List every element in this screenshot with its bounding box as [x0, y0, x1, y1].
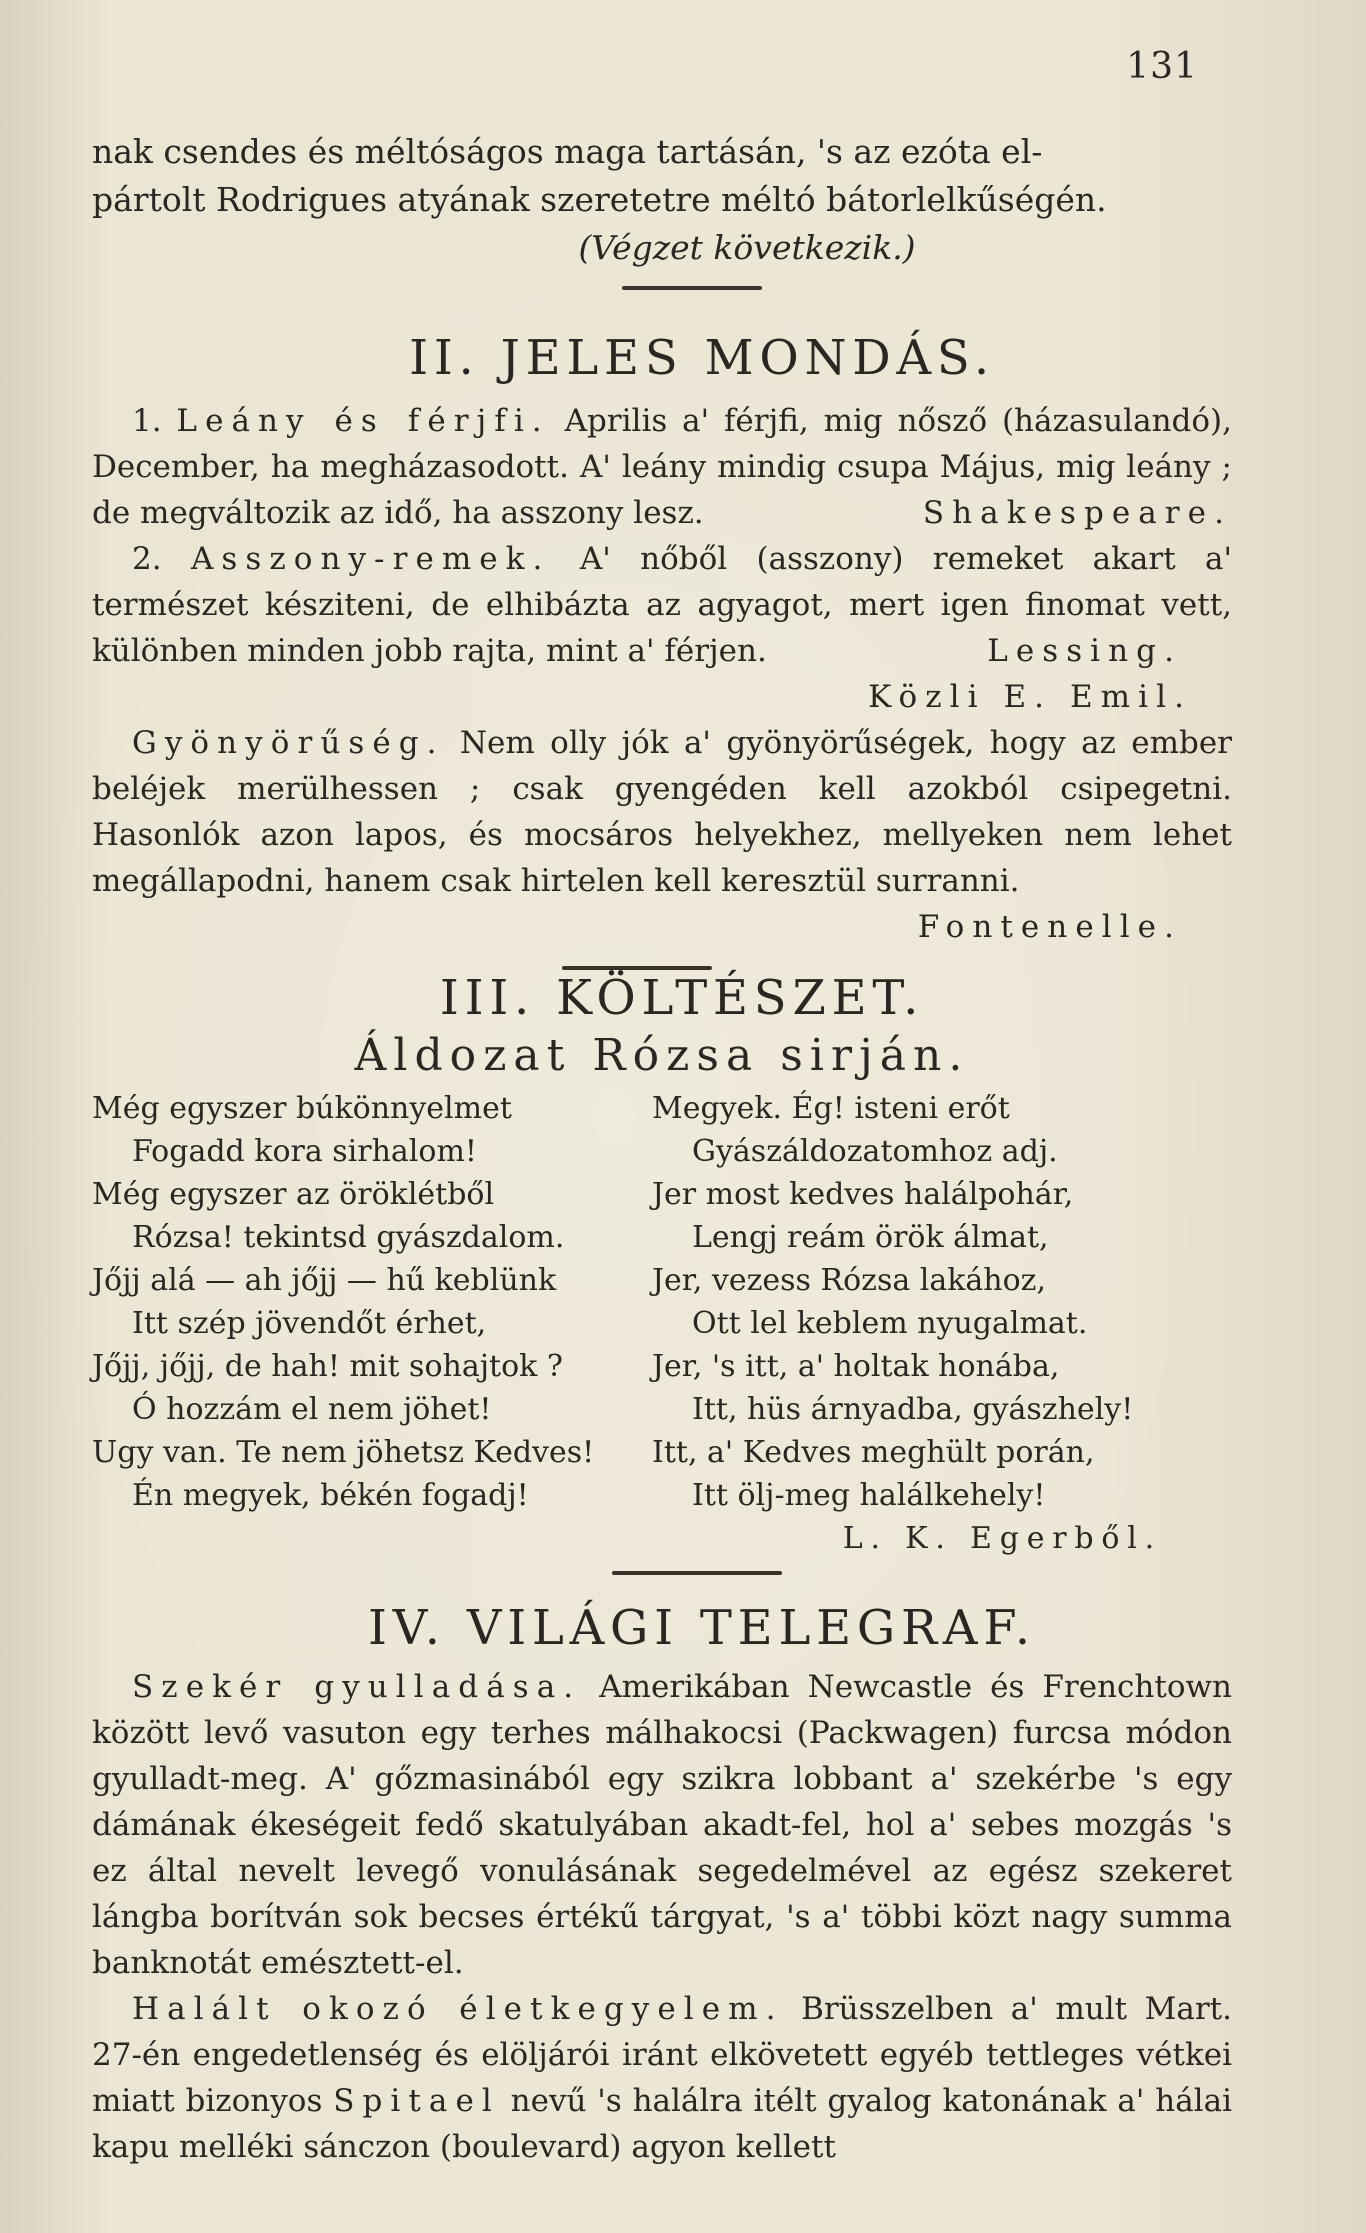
- poem-line: Jőjj, jőjj, de hah! mit sohajtok ?: [92, 1349, 563, 1384]
- poem-line: Ó hozzám el nem jöhet!: [132, 1392, 492, 1427]
- section-divider: [612, 1571, 782, 1575]
- saying-author: Shakespeare.: [922, 495, 1232, 531]
- saying-1: [92, 398, 1232, 536]
- saying-2: [92, 536, 1232, 674]
- poem-line: Ott lel keblem nyugalmat.: [692, 1306, 1088, 1341]
- continued-note: (Végzet következik.): [578, 228, 916, 267]
- news-name: Spitael: [333, 2083, 500, 2119]
- poem-line: Itt, hüs árnyadba, gyászhely!: [692, 1392, 1134, 1427]
- section-jeles-mondas: [92, 330, 1232, 970]
- poem-line: Fogadd kora sirhalom!: [132, 1134, 477, 1169]
- news-title: Szekér gyulladása.: [132, 1669, 582, 1705]
- news-title: Halált okozó életkegyelem.: [132, 1991, 784, 2027]
- saying-text: A' nőből (asszony) remeket akart a' természet késziteni, de elhibázta az agyagot, mert igen finomat vett, különben minden jobb rajta, mint a' férjen.: [92, 541, 1233, 669]
- saying-author: Fontenelle.: [917, 909, 1182, 945]
- news-text: nevű 's halálra itélt gyalog katonának a' hálai kapu melléki sánczon (boulevard) agyon kellett: [92, 2083, 1232, 2165]
- poem-line: Jer most kedves halálpohár,: [652, 1177, 1074, 1212]
- section-heading: II. JELES MONDÁS.: [409, 330, 995, 386]
- poem-line: Jőjj alá — ah jőjj — hű keblünk: [92, 1263, 557, 1298]
- poem-line: Itt, a' Kedves meghült porán,: [652, 1435, 1095, 1470]
- poem-line: Még egyszer búkönnyelmet: [92, 1091, 512, 1126]
- poem-author: L. K. Egerből.: [842, 1521, 1162, 1556]
- saying-text: Nem olly jók a' gyönyörűségek, hogy az ember beléjek merülhessen ; csak gyengéden kell azokból csipegetni. Hasonlók azon lapos, és mocsáros helyekhez, mellyeken nem lehet megállapodni, hanem csak hirtelen kell keresztül surranni.: [92, 725, 1232, 899]
- news-text: Amerikában Newcastle és Frenchtown között levő vasuton egy terhes málhakocsi (Packwagen) furcsa módon gyulladt-meg. A' gőzmasinából egy szikra lobbant a' szekérbe 's egy dámának ékeségeit fedő skatulyában akadt-fel, hol a' sebes mozgás 's ez által nevelt levegő vonulásának segedelmével az egész szekeret lángba borítván sok becses értékű tárgyat, 's a' többi közt nagy summa banknotát emésztett-el.: [92, 1669, 1232, 1981]
- saying-title: Asszony-remek.: [190, 541, 551, 577]
- poem-right-column: [652, 1087, 1212, 1517]
- poem-left-column: [92, 1087, 652, 1517]
- poem-line: Itt ölj-meg halálkehely!: [692, 1478, 1046, 1513]
- poem: [92, 1087, 1232, 1517]
- intro-line-1: nak csendes és méltóságos maga tartásán, 's az ezóta el-: [92, 132, 1043, 171]
- poem-line: Megyek. Ég! isteni erőt: [652, 1091, 1010, 1126]
- news-text: Brüsszelben a' mult Mart. 27-én engedetlenség és elöljárói iránt elkövetett egyéb tettleges vétkei miatt bizonyos: [92, 1991, 1232, 2119]
- saying-number: 1.: [132, 403, 162, 439]
- poem-line: Gyászáldozatomhoz adj.: [692, 1134, 1058, 1169]
- news-item-2: [92, 1986, 1232, 2170]
- section-divider: [622, 286, 762, 290]
- saying-title: Gyönyörűség.: [132, 725, 445, 761]
- section-heading: III. KÖLTÉSZET.: [439, 970, 925, 1026]
- news-item-1: [92, 1664, 1232, 1986]
- saying-title: Leány és férjfi.: [176, 403, 550, 439]
- saying-3: [92, 720, 1232, 904]
- intro-block: [92, 128, 1232, 290]
- poem-line: Rózsa! tekintsd gyászdalom.: [132, 1220, 565, 1255]
- poem-line: Jer, 's itt, a' holtak honába,: [652, 1349, 1060, 1384]
- saying-author: Lessing.: [987, 633, 1182, 669]
- saying-text: Aprilis a' férjfi, mig nősző (házasulandó), December, ha megházasodott. A' leány mindig csupa Május, mig leány ; de megváltozik az idő, ha asszony lesz.: [92, 403, 1232, 531]
- contributor: Közli E. Emil.: [868, 679, 1192, 715]
- poem-line: Jer, vezess Rózsa lakához,: [652, 1263, 1047, 1298]
- poem-line: Ugy van. Te nem jöhetsz Kedves!: [92, 1435, 595, 1470]
- poem-title: Áldozat Rózsa sirján.: [354, 1030, 970, 1081]
- section-vilagi-telegraf: [92, 1600, 1232, 2170]
- poem-line: Itt szép jövendőt érhet,: [132, 1306, 487, 1341]
- section-heading: IV. VILÁGI TELEGRAF.: [368, 1600, 1036, 1656]
- poem-line: Lengj reám örök álmat,: [692, 1220, 1049, 1255]
- poem-line: Még egyszer az öröklétből: [92, 1177, 495, 1212]
- page-number: 131: [1126, 46, 1198, 87]
- poem-line: Én megyek, békén fogadj!: [132, 1478, 529, 1513]
- saying-number: 2.: [132, 541, 162, 577]
- section-kolteszet: [92, 970, 1232, 1575]
- intro-line-2: pártolt Rodrigues atyának szeretetre méltó bátorlelkűségén.: [92, 180, 1107, 219]
